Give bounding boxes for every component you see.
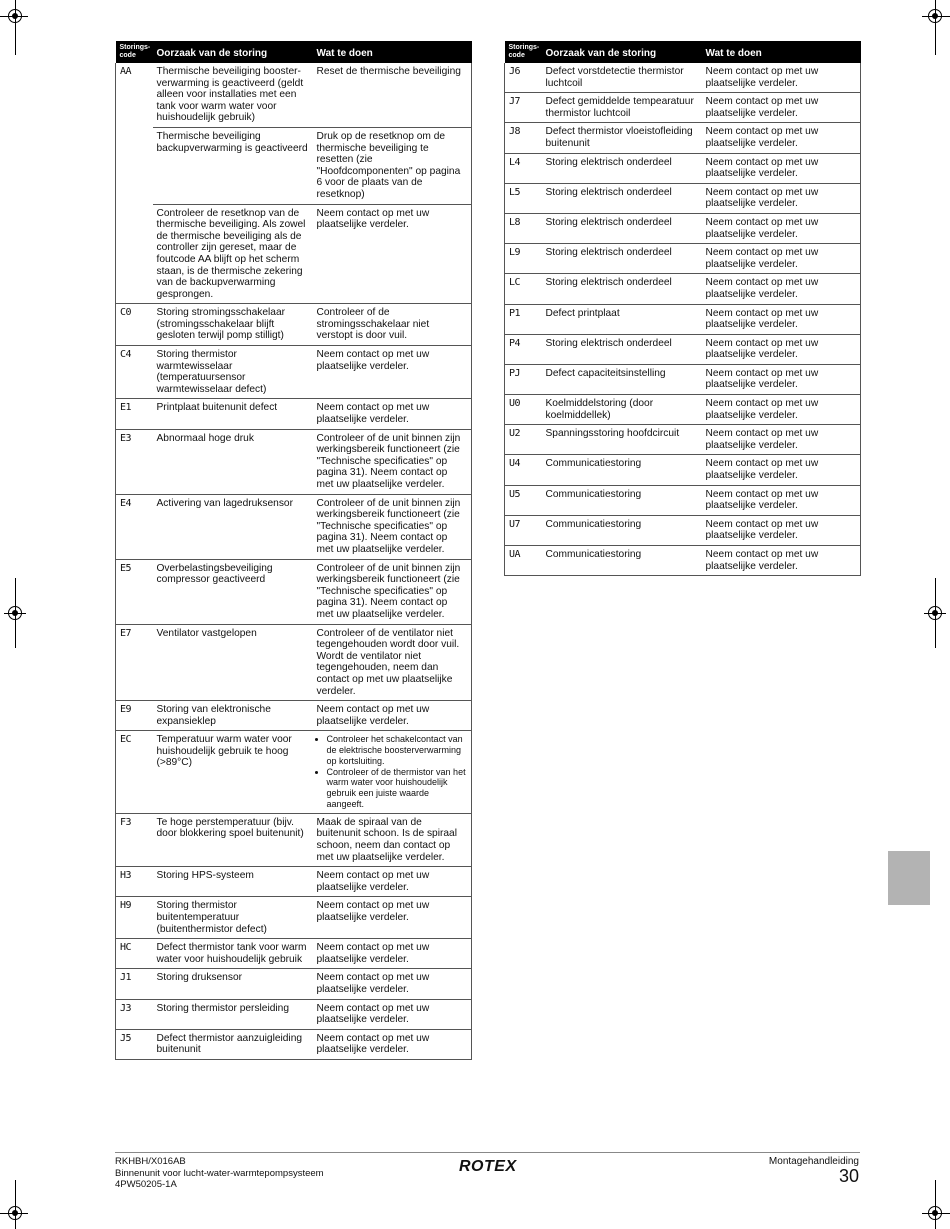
cause-cell: Storing elektrisch onderdeel bbox=[542, 244, 702, 274]
error-code-cell: U2 bbox=[505, 425, 542, 455]
action-cell: Controleer of de unit binnen zijn werkingsbereik functioneert (zie "Technische specificaties" op pagina 31). Neem contact op met uw plaatselijke verdeler. bbox=[313, 494, 472, 559]
action-cell: Neem contact op met uw plaatselijke verdeler. bbox=[313, 969, 472, 999]
error-code-cell: J7 bbox=[505, 93, 542, 123]
error-code-cell: U4 bbox=[505, 455, 542, 485]
action-cell: Neem contact op met uw plaatselijke verdeler. bbox=[702, 364, 861, 394]
table-row bbox=[116, 999, 472, 1029]
cause-cell: Ventilator vastgelopen bbox=[153, 624, 313, 701]
table-row bbox=[505, 425, 861, 455]
action-cell: Neem contact op met uw plaatselijke verdeler. bbox=[702, 304, 861, 334]
action-cell: Neem contact op met uw plaatselijke verdeler. bbox=[702, 93, 861, 123]
cause-cell: Storing thermistor buitentemperatuur (buitenthermistor defect) bbox=[153, 897, 313, 939]
table-row bbox=[116, 127, 472, 204]
header-action: Wat te doen bbox=[313, 41, 472, 63]
action-cell: Neem contact op met uw plaatselijke verdeler. bbox=[702, 153, 861, 183]
cause-cell: Te hoge perstemperatuur (bijv. door blokkering spoel buitenunit) bbox=[153, 813, 313, 866]
error-code-cell: H3 bbox=[116, 867, 153, 897]
error-code-cell: C0 bbox=[116, 304, 153, 346]
error-code-cell: E9 bbox=[116, 701, 153, 731]
error-code-cell: J1 bbox=[116, 969, 153, 999]
cause-cell: Temperatuur warm water voor huishoudelijk gebruik te hoog (>89°C) bbox=[153, 731, 313, 814]
action-cell: Controleer of de stromingsschakelaar niet verstopt is door vuil. bbox=[313, 304, 472, 346]
table-row bbox=[116, 939, 472, 969]
cause-cell: Defect printplaat bbox=[542, 304, 702, 334]
table-row bbox=[505, 153, 861, 183]
table-row bbox=[505, 244, 861, 274]
cause-cell: Storing elektrisch onderdeel bbox=[542, 153, 702, 183]
error-code-table-left bbox=[115, 41, 472, 1060]
header-error-code: Storings-code bbox=[505, 41, 542, 63]
cause-cell: Spanningsstoring hoofdcircuit bbox=[542, 425, 702, 455]
error-code-cell: J6 bbox=[505, 63, 542, 93]
error-code-cell: EC bbox=[116, 731, 153, 814]
footer-model: RKHBH/X016AB bbox=[115, 1156, 186, 1167]
action-bullet-item: • Controleer of de thermistor van het warm water voor huishoudelijk gebruik een juiste waarde aangeeft. bbox=[327, 767, 468, 810]
error-code-table-right bbox=[504, 41, 861, 576]
action-cell: Neem contact op met uw plaatselijke verdeler. bbox=[702, 425, 861, 455]
action-cell: Reset de thermische beveiliging bbox=[313, 63, 472, 127]
action-cell: Neem contact op met uw plaatselijke verdeler. bbox=[702, 244, 861, 274]
table-row bbox=[116, 701, 472, 731]
action-bullet-item: • Controleer het schakelcontact van de elektrische boosterverwarming op kortsluiting. bbox=[327, 734, 468, 766]
cause-cell: Storing elektrisch onderdeel bbox=[542, 274, 702, 304]
error-code-cell: E1 bbox=[116, 399, 153, 429]
table-row bbox=[505, 213, 861, 243]
action-cell: Neem contact op met uw plaatselijke verdeler. bbox=[702, 123, 861, 153]
cause-cell: Storing thermistor warmtewisselaar (temperatuursensor warmtewisselaar defect) bbox=[153, 346, 313, 399]
cause-cell: Communicatiestoring bbox=[542, 455, 702, 485]
error-code-cell: L4 bbox=[505, 153, 542, 183]
error-code-cell: PJ bbox=[505, 364, 542, 394]
action-cell: Controleer of de unit binnen zijn werkingsbereik functioneert (zie "Technische specificaties" op pagina 31). Neem contact op met uw plaatselijke verdeler. bbox=[313, 559, 472, 624]
action-cell: Neem contact op met uw plaatselijke verdeler. bbox=[702, 183, 861, 213]
table-row bbox=[505, 395, 861, 425]
cause-cell: Communicatiestoring bbox=[542, 485, 702, 515]
action-cell: Neem contact op met uw plaatselijke verdeler. bbox=[702, 213, 861, 243]
cause-cell: Storing HPS-systeem bbox=[153, 867, 313, 897]
cause-cell: Thermische beveiliging booster-verwarming is geactiveerd (geldt alleen voor installaties met een tank voor warm water voor huishoudelijk gebruik) bbox=[153, 63, 313, 127]
table-row bbox=[505, 274, 861, 304]
error-code-cell: J3 bbox=[116, 999, 153, 1029]
error-code-cell bbox=[116, 204, 153, 304]
cause-cell: Printplaat buitenunit defect bbox=[153, 399, 313, 429]
cause-cell: Storing stromingsschakelaar (stromingsschakelaar blijft gesloten terwijl pomp stilligt) bbox=[153, 304, 313, 346]
error-code-cell: C4 bbox=[116, 346, 153, 399]
header-error-code: Storings-code bbox=[116, 41, 153, 63]
cause-cell: Koelmiddelstoring (door koelmiddellek) bbox=[542, 395, 702, 425]
action-cell: Neem contact op met uw plaatselijke verdeler. bbox=[702, 455, 861, 485]
action-cell: Neem contact op met uw plaatselijke verdeler. bbox=[313, 701, 472, 731]
error-code-cell: H9 bbox=[116, 897, 153, 939]
table-row bbox=[116, 1029, 472, 1059]
error-code-cell: P1 bbox=[505, 304, 542, 334]
cause-cell: Storing elektrisch onderdeel bbox=[542, 183, 702, 213]
cause-cell: Storing druksensor bbox=[153, 969, 313, 999]
cause-cell: Defect thermistor vloeistofleiding buitenunit bbox=[542, 123, 702, 153]
cause-cell: Communicatiestoring bbox=[542, 515, 702, 545]
error-code-cell: L8 bbox=[505, 213, 542, 243]
error-code-cell: HC bbox=[116, 939, 153, 969]
page-number: 30 bbox=[838, 1166, 859, 1186]
cause-cell: Defect thermistor aanzuigleiding buitenunit bbox=[153, 1029, 313, 1059]
table-row bbox=[116, 429, 472, 494]
error-code-cell bbox=[116, 127, 153, 204]
header-action: Wat te doen bbox=[702, 41, 861, 63]
error-code-cell: F3 bbox=[116, 813, 153, 866]
action-cell: Controleer of de unit binnen zijn werkingsbereik functioneert (zie "Technische specificaties" op pagina 31). Neem contact op met uw plaatselijke verdeler. bbox=[313, 429, 472, 494]
error-code-cell: P4 bbox=[505, 334, 542, 364]
action-cell: Neem contact op met uw plaatselijke verdeler. bbox=[702, 485, 861, 515]
rotex-logo: ROTEX bbox=[459, 1158, 517, 1175]
error-code-cell: U5 bbox=[505, 485, 542, 515]
footer-rule bbox=[115, 1152, 860, 1153]
table-row bbox=[505, 515, 861, 545]
table-row bbox=[116, 399, 472, 429]
table-row bbox=[116, 63, 472, 127]
action-cell: Neem contact op met uw plaatselijke verdeler. bbox=[702, 546, 861, 576]
action-cell: Neem contact op met uw plaatselijke verdeler. bbox=[313, 999, 472, 1029]
table-row bbox=[116, 204, 472, 304]
action-cell: Neem contact op met uw plaatselijke verdeler. bbox=[313, 204, 472, 304]
error-code-cell: UA bbox=[505, 546, 542, 576]
footer-doc-code: 4PW50205-1A bbox=[115, 1179, 177, 1190]
table-row bbox=[116, 624, 472, 701]
error-code-cell: L5 bbox=[505, 183, 542, 213]
action-cell: Neem contact op met uw plaatselijke verdeler. bbox=[702, 63, 861, 93]
action-cell: Neem contact op met uw plaatselijke verdeler. bbox=[702, 515, 861, 545]
table-header-row bbox=[116, 41, 472, 63]
error-code-cell: E3 bbox=[116, 429, 153, 494]
table-row bbox=[505, 183, 861, 213]
cause-cell: Abnormaal hoge druk bbox=[153, 429, 313, 494]
action-cell: Neem contact op met uw plaatselijke verdeler. bbox=[702, 274, 861, 304]
cause-cell: Activering van lagedruksensor bbox=[153, 494, 313, 559]
table-row bbox=[505, 304, 861, 334]
action-cell: Controleer of de ventilator niet tegengehouden wordt door vuil. Wordt de ventilator niet tegengehouden, neem dan contact op met uw plaatselijke verdeler. bbox=[313, 624, 472, 701]
table-row bbox=[116, 813, 472, 866]
action-cell: Neem contact op met uw plaatselijke verdeler. bbox=[702, 395, 861, 425]
cause-cell: Overbelastingsbeveiliging compressor geactiveerd bbox=[153, 559, 313, 624]
error-code-cell: LC bbox=[505, 274, 542, 304]
table-row bbox=[116, 304, 472, 346]
cause-cell: Storing van elektronische expansieklep bbox=[153, 701, 313, 731]
table-row bbox=[116, 969, 472, 999]
error-code-cell: AA bbox=[116, 63, 153, 127]
table-row bbox=[505, 364, 861, 394]
action-cell bbox=[313, 731, 472, 814]
cause-cell: Storing elektrisch onderdeel bbox=[542, 213, 702, 243]
action-cell: Neem contact op met uw plaatselijke verdeler. bbox=[313, 867, 472, 897]
cause-cell: Thermische beveiliging backupverwarming is geactiveerd bbox=[153, 127, 313, 204]
table-row bbox=[505, 63, 861, 93]
action-cell: Neem contact op met uw plaatselijke verdeler. bbox=[313, 399, 472, 429]
table-row bbox=[505, 485, 861, 515]
action-cell: Maak de spiraal van de buitenunit schoon. Is de spiraal schoon, neem dan contact op met uw plaatselijke verdeler. bbox=[313, 813, 472, 866]
error-code-cell: J5 bbox=[116, 1029, 153, 1059]
cause-cell: Communicatiestoring bbox=[542, 546, 702, 576]
table-row bbox=[505, 93, 861, 123]
footer-description: Binnenunit voor lucht-water-warmtepompsysteem bbox=[115, 1167, 324, 1179]
action-cell: Neem contact op met uw plaatselijke verdeler. bbox=[313, 1029, 472, 1059]
action-cell: Neem contact op met uw plaatselijke verdeler. bbox=[702, 334, 861, 364]
cause-cell: Defect thermistor tank voor warm water voor huishoudelijk gebruik bbox=[153, 939, 313, 969]
action-cell: Neem contact op met uw plaatselijke verdeler. bbox=[313, 897, 472, 939]
table-row bbox=[505, 123, 861, 153]
cause-cell: Defect capaciteitsinstelling bbox=[542, 364, 702, 394]
action-cell: Neem contact op met uw plaatselijke verdeler. bbox=[313, 346, 472, 399]
cause-cell: Controleer de resetknop van de thermische beveiliging. Als zowel de thermische beveiliging als de controller zijn gereset, maar de foutcode AA blijft op het scherm staan, is de thermische zekering van de backupverwarming gesprongen. bbox=[153, 204, 313, 304]
table-row bbox=[116, 867, 472, 897]
error-code-cell: U0 bbox=[505, 395, 542, 425]
error-code-cell: E5 bbox=[116, 559, 153, 624]
table-row bbox=[116, 897, 472, 939]
cause-cell: Storing elektrisch onderdeel bbox=[542, 334, 702, 364]
error-code-cell: U7 bbox=[505, 515, 542, 545]
table-row bbox=[116, 494, 472, 559]
table-row bbox=[116, 559, 472, 624]
chapter-side-tab bbox=[888, 851, 930, 905]
error-code-cell: L9 bbox=[505, 244, 542, 274]
footer-left bbox=[115, 1156, 324, 1191]
action-cell: Neem contact op met uw plaatselijke verdeler. bbox=[313, 939, 472, 969]
action-cell: Druk op de resetknop om de thermische beveiliging te resetten (zie "Hoofdcomponenten" op pagina 6 voor de plaats van de resetknop) bbox=[313, 127, 472, 204]
header-cause: Oorzaak van de storing bbox=[542, 41, 702, 63]
error-code-cell: E4 bbox=[116, 494, 153, 559]
table-row bbox=[505, 455, 861, 485]
cause-cell: Storing thermistor persleiding bbox=[153, 999, 313, 1029]
error-code-cell: E7 bbox=[116, 624, 153, 701]
table-header-row bbox=[505, 41, 861, 63]
table-row bbox=[505, 546, 861, 576]
cause-cell: Defect vorstdetectie thermistor luchtcoil bbox=[542, 63, 702, 93]
action-bullet-list bbox=[317, 734, 468, 810]
header-cause: Oorzaak van de storing bbox=[153, 41, 313, 63]
table-row bbox=[505, 334, 861, 364]
error-code-cell: J8 bbox=[505, 123, 542, 153]
cause-cell: Defect gemiddelde tempearatuur thermistor luchtcoil bbox=[542, 93, 702, 123]
footer-manual-type: Montagehandleiding bbox=[768, 1156, 859, 1167]
table-row bbox=[116, 346, 472, 399]
table-row bbox=[116, 731, 472, 814]
